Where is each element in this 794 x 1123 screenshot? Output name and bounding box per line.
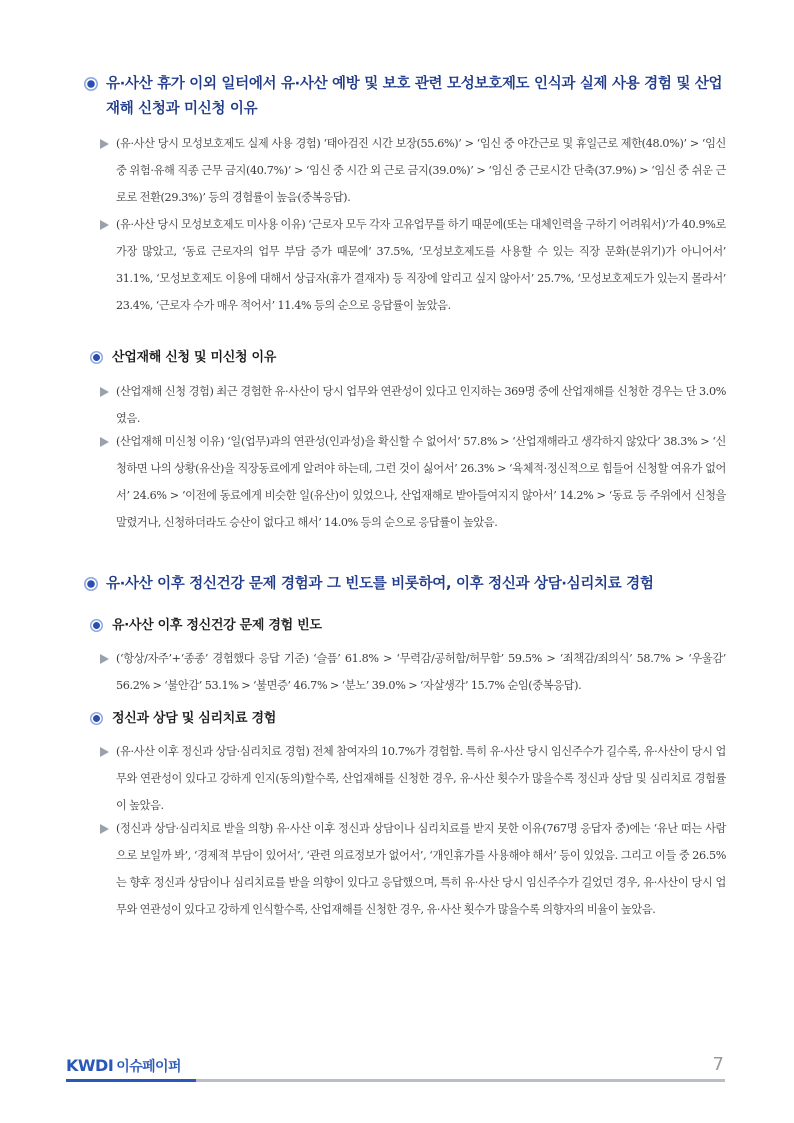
paragraph-1-1: (유·사산 당시 모성보호제도 실제 사용 경험) ‘태아검진 시간 보장(55.6%)’ > ‘임신 중 야간근로 및 휴일근로 제한(48.0%)’ > ‘임신 중 위험·유해 직종 근무 금지(40.7%)’ > ‘임신 중 시간 외 근로 금지(39.0%)’ > ‘임신 중 근로시간 단축(37.9%) > ‘임신 중 쉬운 근로로 전환(29.3%)’ 등의 경험률이 높음(중복응답). (100, 130, 726, 211)
paragraph-4-2: (정신과 상담·심리치료 받을 의향) 유·사산 이후 정신과 상담이나 심리치료를 받지 못한 이유(767명 응답자 중)에는 ‘유난 떠는 사람으로 보일까 봐’, ‘경제적 부담이 있어서’, ‘관련 의료정보가 없어서’, ‘개인휴가를 사용해야 해서’ 등이 있었음. 그리고 이들 중 26.5%는 향후 정신과 상담이나 심리치료를 받을 의향이 있다고 응답했으며, 특히 유·사산 당시 임신주수가 길었던 경우, 유·사산이 당시 업무와 연관성이 있다고 강하게 인식할수록, 산업재해를 신청한 경우, 유·사산 횟수가 많을수록 의향자의 비율이 높았음. (100, 815, 726, 923)
paragraph-4-1: (유·사산 이후 정신과 상담·심리치료 경험) 전체 참여자의 10.7%가 경험함. 특히 유·사산 당시 임신주수가 길수록, 유·사산이 당시 업무와 연관성이 있다고 강하게 인지(동의)할수록, 산업재해를 신청한 경우, 유·사산 횟수가 많을수록 정신과 상담 및 심리치료 경험률이 높았음. (100, 738, 726, 819)
paragraph-2-1: (산업재해 신청 경험) 최근 경험한 유·사산이 당시 업무와 연관성이 있다고 인지하는 369명 중에 산업재해를 신청한 경우는 단 3.0%였음. (100, 378, 726, 432)
triangle-right-icon (100, 139, 109, 149)
subheading-industrial-accident: 산업재해 신청 및 미신청 이유 (90, 347, 730, 369)
footer-logo-brand: KWDI (66, 1056, 114, 1075)
triangle-right-icon (100, 387, 109, 397)
page-number: 7 (712, 1054, 724, 1075)
footer-divider (66, 1079, 725, 1082)
bullet-circle-icon (90, 712, 103, 725)
subheading-counseling: 정신과 상담 및 심리치료 경험 (90, 708, 730, 730)
section-heading-1: 유·사산 휴가 이외 일터에서 유·사산 예방 및 보호 관련 모성보호제도 인식과 실제 사용 경험 및 산업재해 신청과 미신청 이유 (84, 72, 734, 122)
triangle-right-icon (100, 747, 109, 757)
paragraph-2-2: (산업재해 미신청 이유) ‘일(업무)과의 연관성(인과성)을 확신할 수 없어서’ 57.8% > ‘산업재해라고 생각하지 않았다’ 38.3% > ‘신청하면 나의 상황(유산)을 직장동료에게 알려야 하는데, 그런 것이 싫어서’ 26.3% > ‘육체적·정신적으로 힘들어 신청할 여유가 없어서’ 24.6% > ‘이전에 동료에게 비슷한 일(유산)이 있었으나, 산업재해로 받아들여지지 않아서’ 14.2% > ‘동료 등 주위에서 신청을 말렸거나, 신청하더라도 승산이 없다고 해서’ 14.0% 등의 순으로 응답률이 높았음. (100, 428, 726, 536)
triangle-right-icon (100, 824, 109, 834)
bullet-circle-icon (90, 619, 103, 632)
bullet-circle-icon (84, 577, 98, 591)
triangle-right-icon (100, 654, 109, 664)
bullet-circle-icon (84, 77, 98, 91)
paragraph-1-2: (유·사산 당시 모성보호제도 미사용 이유) ‘근로자 모두 각자 고유업무를 하기 때문에(또는 대체인력을 구하기 어려워서)’가 40.9%로 가장 많았고, ‘동료 근로자의 업무 부담 증가 때문에’ 37.5%, ‘모성보호제도를 사용할 수 있는 직장 문화(분위기)가 아니어서’ 31.1%, ‘모성보호제도 이용에 대해서 상급자(휴가 결재자) 등 직장에 알리고 싶지 않아서’ 25.7%, ‘모성보호제도가 있는지 몰라서’ 23.4%, ‘근로자 수가 매우 적어서’ 11.4% 등의 순으로 응답률이 높았음. (100, 211, 726, 319)
footer-divider-accent (66, 1079, 196, 1082)
subheading-mental-health-frequency: 유·사산 이후 정신건강 문제 경험 빈도 (90, 615, 730, 637)
footer-logo-suffix: 이슈페이퍼 (116, 1059, 181, 1075)
bullet-circle-icon (90, 351, 103, 364)
paragraph-3-1: (‘항상/자주’+‘종종’ 경험했다 응답 기준) ‘슬픔’ 61.8% > ‘무력감/공허함/허무함’ 59.5% > ‘죄책감/죄의식’ 58.7% > ‘우울감’ 56.2% > ‘불안감’ 53.1% > ‘불면증’ 46.7% > ‘분노’ 39.0% > ‘자살생각’ 15.7% 순임(중복응답). (100, 645, 726, 699)
section-heading-2: 유·사산 이후 정신건강 문제 경험과 그 빈도를 비롯하여, 이후 정신과 상담·심리치료 경험 (84, 572, 734, 597)
footer-logo (66, 1056, 181, 1076)
triangle-right-icon (100, 220, 109, 230)
triangle-right-icon (100, 437, 109, 447)
